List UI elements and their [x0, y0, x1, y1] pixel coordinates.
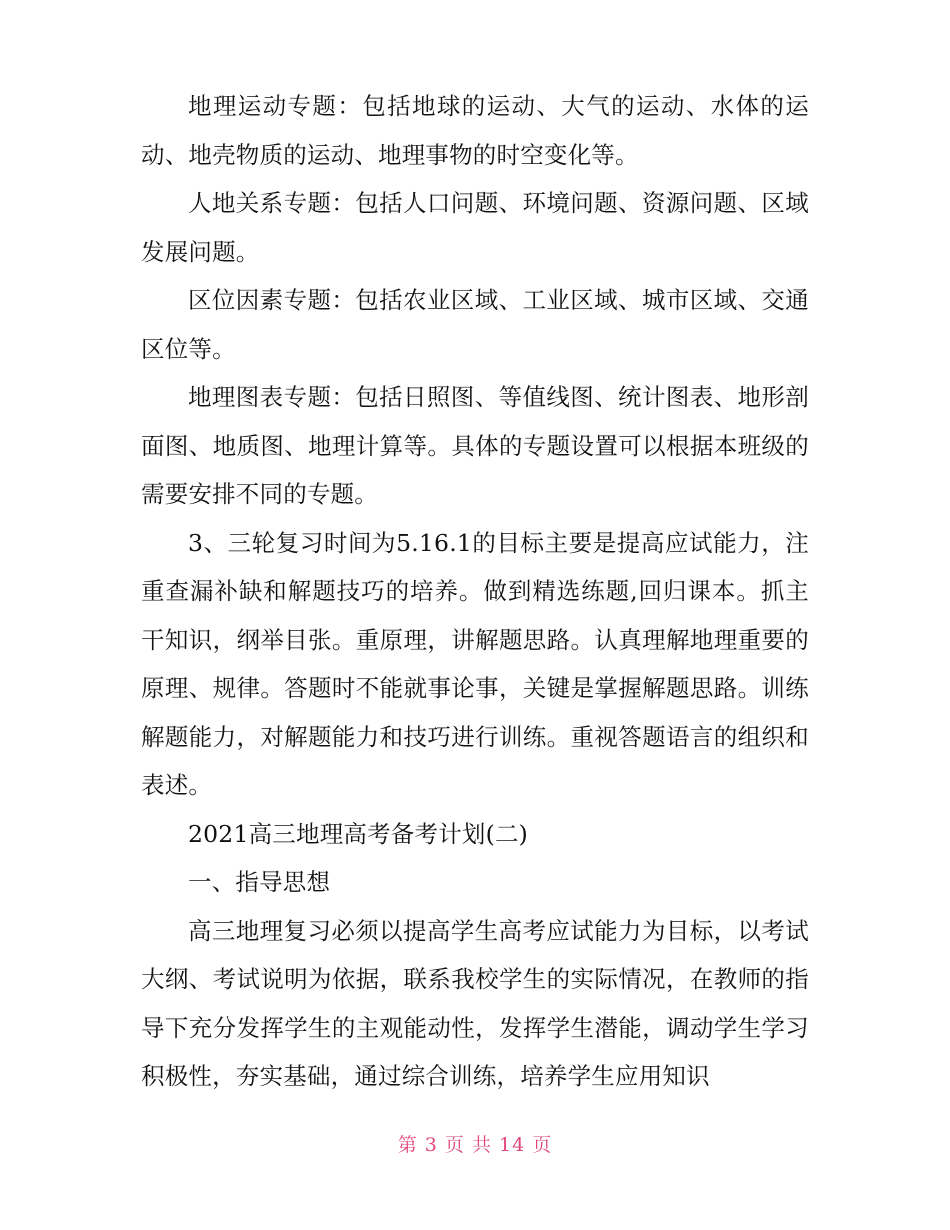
paragraph-human-land: 人地关系专题：包括人口问题、环境问题、资源问题、区域发展问题。 [141, 189, 809, 266]
paragraph-geo-motion: 地理运动专题：包括地球的运动、大气的运动、水体的运动、地壳物质的运动、地理事物的时空变化等。 [141, 92, 809, 169]
paragraph-third-round-review: 3、三轮复习时间为5.16.1的目标主要是提高应试能力，注重查漏补缺和解题技巧的培养。做到精选练题,回归课本。抓主干知识，纲举目张。重原理，讲解题思路。认真理解地理重要的原理、规律。答题时不能就事论事，关键是掌握解题思路。训练解题能力，对解题能力和技巧进行训练。重视答题语言的组织和表述。 [141, 528, 809, 799]
paragraph-location-factors: 区位因素专题：包括农业区域、工业区域、城市区域、交通区位等。 [141, 286, 809, 363]
paragraph-geo-charts: 地理图表专题：包括日照图、等值线图、统计图表、地形剖面图、地质图、地理计算等。具体的专题设置可以根据本班级的需要安排不同的专题。 [141, 383, 809, 508]
document-body [141, 82, 809, 1101]
section-heading-guiding-ideology: 一、指导思想 [188, 868, 331, 896]
section-title-plan-two: 2021高三地理高考备考计划(二) [188, 819, 529, 848]
page-number-footer: 第 3 页 共 14 页 [397, 1134, 553, 1156]
paragraph-guiding-ideology: 高三地理复习必须以提高学生高考应试能力为目标，以考试大纲、考试说明为依据，联系我校学生的实际情况，在教师的指导下充分发挥学生的主观能动性，发挥学生潜能，调动学生学习积极性，夯实基础，通过综合训练，培养学生应用知识 [141, 916, 809, 1090]
